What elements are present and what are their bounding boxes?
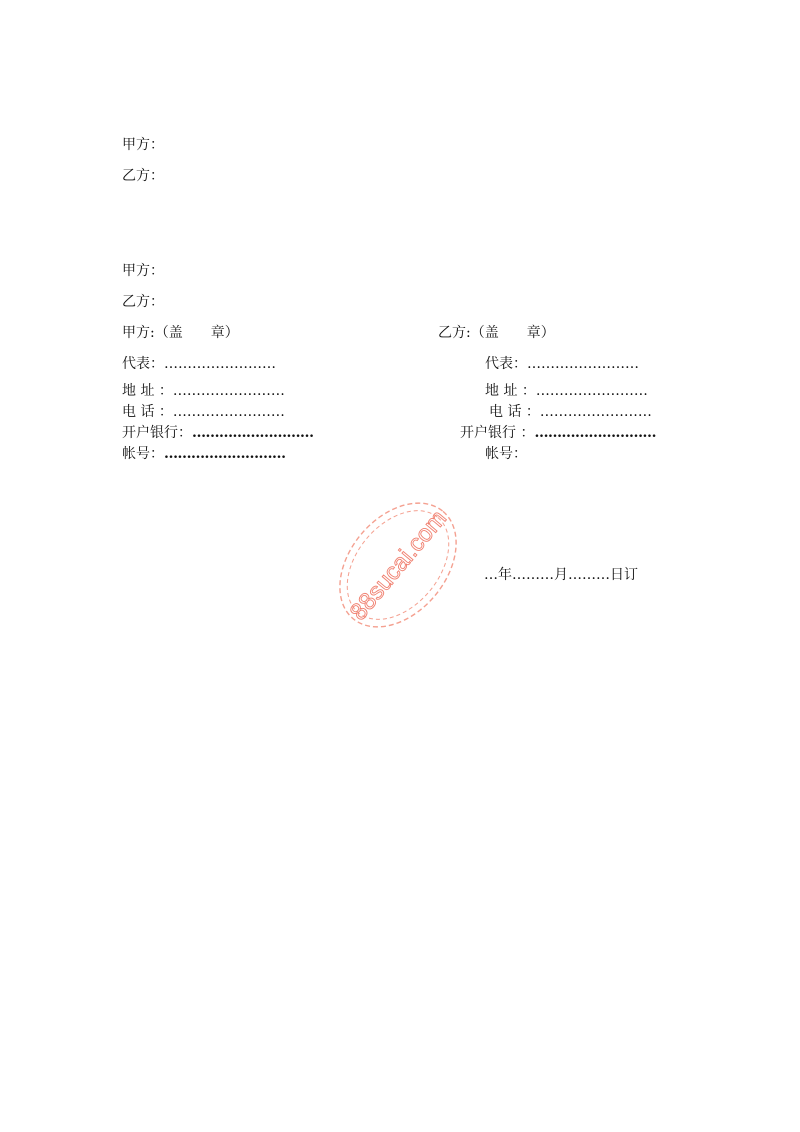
party-b-address: 地 址 ：……………………: [485, 383, 648, 399]
party-b-account: 帐号：: [485, 446, 527, 462]
watermark-text: 88sucai.com: [344, 505, 453, 626]
party-a-rep: 代表：……………………: [122, 356, 276, 372]
party-b-bank-label: 开户银行 ：: [460, 425, 535, 441]
party-a-address: 地 址 ：……………………: [122, 383, 285, 399]
party-a-account: [122, 445, 286, 463]
party-a-bank-label: 开户银行：: [122, 425, 192, 441]
middle-party-a: 甲方：: [122, 263, 164, 279]
date-line: …年………月………日订: [484, 567, 638, 583]
party-a-bank-dots: ………………………: [192, 425, 314, 441]
party-b-phone: 电 话 ：……………………: [489, 404, 652, 420]
party-a-seal: 甲方:（盖 章）: [122, 325, 239, 341]
party-a-account-dots: ………………………: [164, 446, 286, 462]
party-b-seal: 乙方:（盖 章）: [438, 325, 555, 341]
party-b-bank: [460, 424, 656, 442]
party-a-bank: [122, 424, 314, 442]
middle-party-b: 乙方：: [122, 294, 164, 310]
header-party-a: 甲方：: [122, 137, 164, 153]
watermark-stamp: [318, 490, 478, 640]
party-a-account-label: 帐号：: [122, 446, 164, 462]
party-b-rep: 代表：……………………: [485, 356, 639, 372]
header-party-b: 乙方：: [122, 168, 164, 184]
party-b-bank-dots: ………………………: [534, 425, 656, 441]
party-a-phone: 电 话 ：……………………: [122, 404, 285, 420]
